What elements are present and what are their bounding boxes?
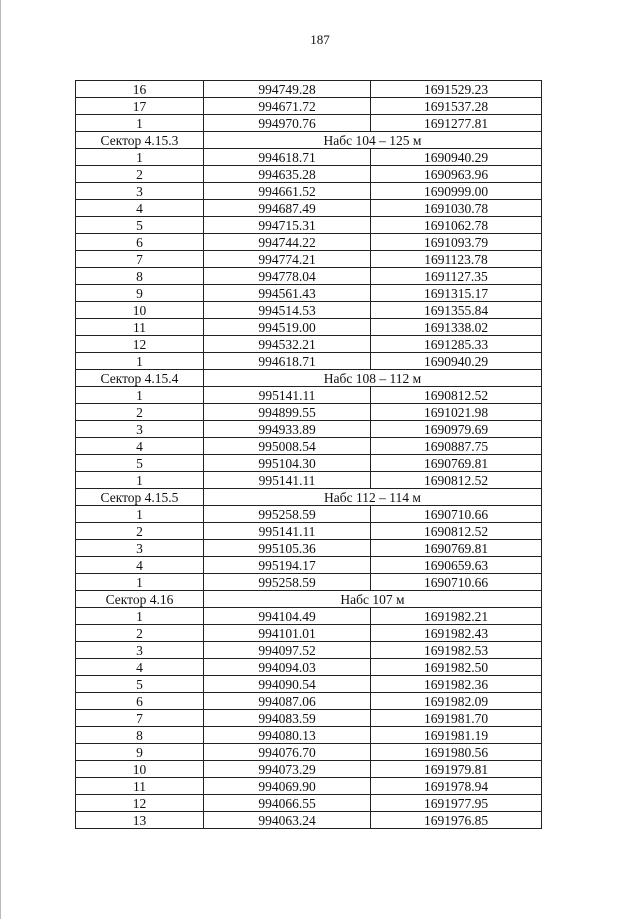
point-number-cell: 10	[76, 761, 204, 778]
y-coordinate-cell: 1691338.02	[371, 319, 542, 336]
y-coordinate-cell: 1691285.33	[371, 336, 542, 353]
sector-header-row	[76, 591, 542, 608]
y-coordinate-cell: 1690999.00	[371, 183, 542, 200]
y-coordinate-cell: 1691355.84	[371, 302, 542, 319]
point-number-cell: 12	[76, 336, 204, 353]
x-coordinate-cell: 994744.22	[204, 234, 371, 251]
point-number-cell: 4	[76, 659, 204, 676]
y-coordinate-cell: 1690812.52	[371, 523, 542, 540]
table-row	[76, 302, 542, 319]
table-row	[76, 727, 542, 744]
page-number: 187	[310, 32, 330, 47]
table-row	[76, 523, 542, 540]
point-number-cell: 2	[76, 523, 204, 540]
x-coordinate-cell: 994063.24	[204, 812, 371, 829]
table-row	[76, 285, 542, 302]
table-row	[76, 761, 542, 778]
coordinates-table	[75, 80, 542, 829]
point-number-cell: 4	[76, 438, 204, 455]
point-number-cell: 3	[76, 642, 204, 659]
x-coordinate-cell: 995258.59	[204, 574, 371, 591]
point-number-cell: 3	[76, 421, 204, 438]
y-coordinate-cell: 1691127.35	[371, 268, 542, 285]
y-coordinate-cell: 1690940.29	[371, 149, 542, 166]
y-coordinate-cell: 1691978.94	[371, 778, 542, 795]
y-coordinate-cell: 1691979.81	[371, 761, 542, 778]
x-coordinate-cell: 994970.76	[204, 115, 371, 132]
y-coordinate-cell: 1691982.36	[371, 676, 542, 693]
sector-label: Сектор 4.15.5	[76, 489, 204, 506]
y-coordinate-cell: 1691980.56	[371, 744, 542, 761]
y-coordinate-cell: 1691030.78	[371, 200, 542, 217]
point-number-cell: 4	[76, 200, 204, 217]
table-row	[76, 438, 542, 455]
point-number-cell: 1	[76, 149, 204, 166]
table-row	[76, 234, 542, 251]
x-coordinate-cell: 994774.21	[204, 251, 371, 268]
x-coordinate-cell: 994671.72	[204, 98, 371, 115]
x-coordinate-cell: 994899.55	[204, 404, 371, 421]
point-number-cell: 13	[76, 812, 204, 829]
table-row	[76, 268, 542, 285]
table-row	[76, 387, 542, 404]
x-coordinate-cell: 994749.28	[204, 81, 371, 98]
y-coordinate-cell: 1691093.79	[371, 234, 542, 251]
point-number-cell: 10	[76, 302, 204, 319]
x-coordinate-cell: 994087.06	[204, 693, 371, 710]
point-number-cell: 2	[76, 625, 204, 642]
point-number-cell: 5	[76, 676, 204, 693]
x-coordinate-cell: 994101.01	[204, 625, 371, 642]
x-coordinate-cell: 995105.36	[204, 540, 371, 557]
table-row	[76, 98, 542, 115]
y-coordinate-cell: 1691982.53	[371, 642, 542, 659]
x-coordinate-cell: 994080.13	[204, 727, 371, 744]
point-number-cell: 4	[76, 557, 204, 574]
sector-label: Сектор 4.15.3	[76, 132, 204, 149]
table-row	[76, 200, 542, 217]
x-coordinate-cell: 995258.59	[204, 506, 371, 523]
x-coordinate-cell: 995194.17	[204, 557, 371, 574]
y-coordinate-cell: 1690710.66	[371, 574, 542, 591]
y-coordinate-cell: 1690812.52	[371, 472, 542, 489]
table-row	[76, 81, 542, 98]
table-row	[76, 744, 542, 761]
table-row	[76, 778, 542, 795]
point-number-cell: 1	[76, 115, 204, 132]
table-row	[76, 795, 542, 812]
x-coordinate-cell: 994090.54	[204, 676, 371, 693]
y-coordinate-cell: 1690940.29	[371, 353, 542, 370]
y-coordinate-cell: 1690710.66	[371, 506, 542, 523]
scan-edge-line	[0, 0, 1, 919]
coordinates-table-body	[76, 81, 542, 829]
point-number-cell: 8	[76, 727, 204, 744]
point-number-cell: 3	[76, 540, 204, 557]
y-coordinate-cell: 1690769.81	[371, 455, 542, 472]
y-coordinate-cell: 1691982.50	[371, 659, 542, 676]
x-coordinate-cell: 995141.11	[204, 472, 371, 489]
sector-header-row	[76, 132, 542, 149]
y-coordinate-cell: 1691976.85	[371, 812, 542, 829]
table-row	[76, 149, 542, 166]
table-row	[76, 404, 542, 421]
table-row	[76, 166, 542, 183]
sector-elevation: Набс 107 м	[204, 591, 542, 608]
x-coordinate-cell: 994094.03	[204, 659, 371, 676]
table-row	[76, 336, 542, 353]
x-coordinate-cell: 994097.52	[204, 642, 371, 659]
point-number-cell: 7	[76, 251, 204, 268]
table-row	[76, 676, 542, 693]
point-number-cell: 1	[76, 608, 204, 625]
table-row	[76, 183, 542, 200]
x-coordinate-cell: 994661.52	[204, 183, 371, 200]
point-number-cell: 2	[76, 404, 204, 421]
y-coordinate-cell: 1690659.63	[371, 557, 542, 574]
table-row	[76, 353, 542, 370]
x-coordinate-cell: 994635.28	[204, 166, 371, 183]
y-coordinate-cell: 1691529.23	[371, 81, 542, 98]
y-coordinate-cell: 1690769.81	[371, 540, 542, 557]
point-number-cell: 11	[76, 778, 204, 795]
point-number-cell: 3	[76, 183, 204, 200]
table-row	[76, 642, 542, 659]
sector-elevation: Набс 108 – 112 м	[204, 370, 542, 387]
table-row	[76, 693, 542, 710]
point-number-cell: 7	[76, 710, 204, 727]
x-coordinate-cell: 995141.11	[204, 387, 371, 404]
table-row	[76, 812, 542, 829]
y-coordinate-cell: 1691982.09	[371, 693, 542, 710]
x-coordinate-cell: 994519.00	[204, 319, 371, 336]
y-coordinate-cell: 1691315.17	[371, 285, 542, 302]
table-row	[76, 455, 542, 472]
point-number-cell: 9	[76, 285, 204, 302]
point-number-cell: 6	[76, 693, 204, 710]
table-row	[76, 472, 542, 489]
table-row	[76, 540, 542, 557]
table-row	[76, 574, 542, 591]
table-row	[76, 217, 542, 234]
y-coordinate-cell: 1691982.21	[371, 608, 542, 625]
x-coordinate-cell: 994104.49	[204, 608, 371, 625]
y-coordinate-cell: 1691981.70	[371, 710, 542, 727]
point-number-cell: 11	[76, 319, 204, 336]
point-number-cell: 1	[76, 353, 204, 370]
table-row	[76, 710, 542, 727]
sector-header-row	[76, 370, 542, 387]
x-coordinate-cell: 995008.54	[204, 438, 371, 455]
table-row	[76, 557, 542, 574]
point-number-cell: 2	[76, 166, 204, 183]
sector-label: Сектор 4.15.4	[76, 370, 204, 387]
y-coordinate-cell: 1690963.96	[371, 166, 542, 183]
point-number-cell: 1	[76, 472, 204, 489]
point-number-cell: 1	[76, 506, 204, 523]
x-coordinate-cell: 995104.30	[204, 455, 371, 472]
table-row	[76, 115, 542, 132]
table-row	[76, 251, 542, 268]
x-coordinate-cell: 994778.04	[204, 268, 371, 285]
x-coordinate-cell: 994933.89	[204, 421, 371, 438]
point-number-cell: 16	[76, 81, 204, 98]
point-number-cell: 5	[76, 217, 204, 234]
sector-elevation: Набс 112 – 114 м	[204, 489, 542, 506]
point-number-cell: 1	[76, 387, 204, 404]
y-coordinate-cell: 1691062.78	[371, 217, 542, 234]
table-row	[76, 421, 542, 438]
sector-elevation: Набс 104 – 125 м	[204, 132, 542, 149]
point-number-cell: 5	[76, 455, 204, 472]
y-coordinate-cell: 1690887.75	[371, 438, 542, 455]
x-coordinate-cell: 994561.43	[204, 285, 371, 302]
y-coordinate-cell: 1691982.43	[371, 625, 542, 642]
y-coordinate-cell: 1691123.78	[371, 251, 542, 268]
sector-label: Сектор 4.16	[76, 591, 204, 608]
sector-header-row	[76, 489, 542, 506]
point-number-cell: 1	[76, 574, 204, 591]
y-coordinate-cell: 1690812.52	[371, 387, 542, 404]
y-coordinate-cell: 1691277.81	[371, 115, 542, 132]
x-coordinate-cell: 994069.90	[204, 778, 371, 795]
x-coordinate-cell: 994618.71	[204, 149, 371, 166]
table-row	[76, 506, 542, 523]
y-coordinate-cell: 1691021.98	[371, 404, 542, 421]
x-coordinate-cell: 994076.70	[204, 744, 371, 761]
x-coordinate-cell: 994618.71	[204, 353, 371, 370]
table-row	[76, 659, 542, 676]
y-coordinate-cell: 1691981.19	[371, 727, 542, 744]
point-number-cell: 17	[76, 98, 204, 115]
point-number-cell: 12	[76, 795, 204, 812]
point-number-cell: 6	[76, 234, 204, 251]
point-number-cell: 8	[76, 268, 204, 285]
x-coordinate-cell: 994066.55	[204, 795, 371, 812]
table-row	[76, 319, 542, 336]
table-row	[76, 625, 542, 642]
x-coordinate-cell: 994715.31	[204, 217, 371, 234]
y-coordinate-cell: 1691537.28	[371, 98, 542, 115]
y-coordinate-cell: 1691977.95	[371, 795, 542, 812]
x-coordinate-cell: 994073.29	[204, 761, 371, 778]
x-coordinate-cell: 994514.53	[204, 302, 371, 319]
x-coordinate-cell: 994083.59	[204, 710, 371, 727]
x-coordinate-cell: 994532.21	[204, 336, 371, 353]
x-coordinate-cell: 994687.49	[204, 200, 371, 217]
x-coordinate-cell: 995141.11	[204, 523, 371, 540]
table-row	[76, 608, 542, 625]
y-coordinate-cell: 1690979.69	[371, 421, 542, 438]
point-number-cell: 9	[76, 744, 204, 761]
